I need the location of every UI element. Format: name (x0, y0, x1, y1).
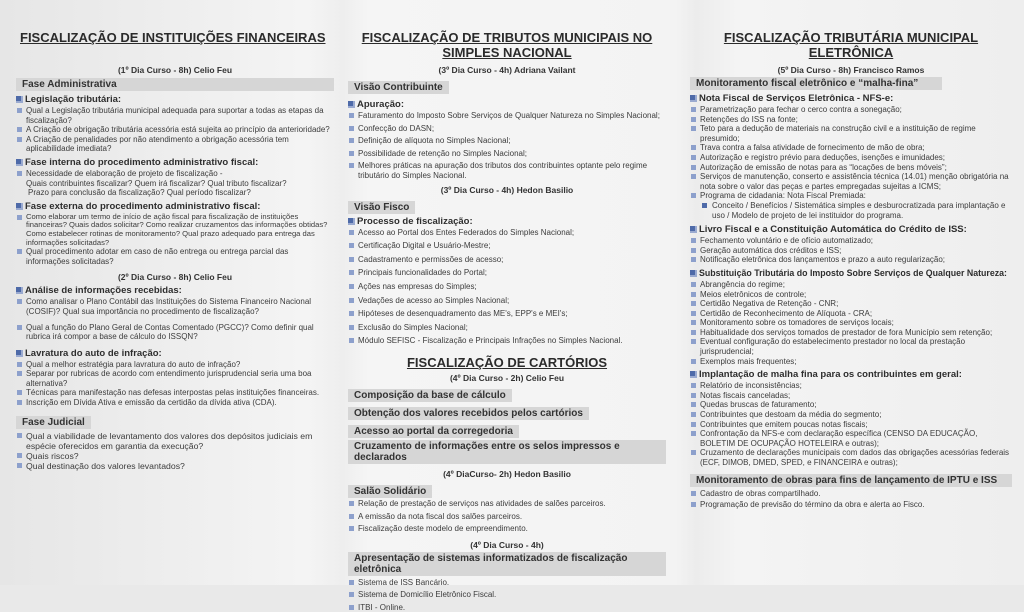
list-nfse (690, 105, 1012, 201)
list-item: Sistema de ISS Bancário. (348, 578, 666, 588)
list-analise (16, 297, 334, 341)
section-fase-administrativa: Fase Administrativa (16, 78, 334, 91)
cartorios-item-portal: Acesso ao portal da corregedoria (348, 425, 519, 438)
heading-analise: Análise de informações recebidas: (16, 285, 334, 296)
list-item: Autorização de emissão de notas para as “locações de bens móveis”; (690, 163, 1012, 173)
title-simples-line2: SIMPLES NACIONAL (442, 45, 572, 60)
heading-malha-fina: Implantação de malha fina para os contribuintes em geral: (690, 369, 1012, 380)
list-item: Qual procedimento adotar em caso de não entrega ou entrega parcial das informações solicitadas? (16, 247, 334, 266)
list-item: ITBI - Online. (348, 603, 666, 612)
list-item: Habitualidade dos serviços tomados de prestador de fora Município sem retenção; (690, 328, 1012, 338)
course-day-3b: (3º Dia Curso - 4h) Hedon Basilio (440, 184, 574, 195)
list-item: Certificação Digital e Usuário-Mestre; (348, 241, 666, 251)
fase-interna-questions-2: Prazo para conclusão da fiscalização? Qual período fiscalizar? (28, 188, 251, 198)
list-item: Fiscalização deste modelo de empreendimento. (348, 524, 666, 534)
course-day-1: (1º Dia Curso - 8h) Celio Feu (117, 65, 233, 75)
list-item: Monitoramento sobre os tomadores de serviços locais; (690, 318, 1012, 328)
list-item: Programação de previsão do término da obra e alerta ao Fisco. (690, 500, 1012, 510)
section-visao-contribuinte: Visão Contribuinte (348, 81, 449, 94)
list-item: Autorização e registro prévio para deduções, isenções e imunidades; (690, 153, 1012, 163)
list-item: Geração automática dos créditos e ISS; (690, 246, 1012, 256)
list-item: Confrontação da NFS-e com declaração específica (CENSO DA EDUCAÇÃO, BOLETIM DE OCUPAÇÃO HOTELEIRA e outras); (690, 429, 1012, 448)
list-item: Relatório de inconsistências; (690, 381, 1012, 391)
title-cartorios: FISCALIZAÇÃO DE CARTÓRIOS (406, 354, 608, 370)
section-monitoramento: Monitoramento fiscal eletrônico e “malha-fina” (690, 77, 942, 90)
list-item: Inscrição em Dívida Ativa e emissão da certidão da dívida ativa (CDA). (16, 398, 334, 408)
list-item: Técnicas para manifestação nas defesas interpostas pelas instituições financeiras. (16, 388, 334, 398)
list-malha-fina (690, 381, 1012, 467)
list-item: Eventual configuração do estabelecimento prestador no local da prestação jurisprudencial; (690, 337, 1012, 356)
heading-livro-fiscal: Livro Fiscal e a Constituição Automática do Crédito de ISS: (690, 224, 1012, 235)
list-item: Qual destinação dos valores levantados? (16, 461, 334, 471)
list-sistemas (348, 578, 666, 612)
list-item: Certidão Negativa de Retenção - CNR; (690, 299, 1012, 309)
section-fase-judicial: Fase Judicial (16, 416, 91, 429)
list-fase-interna (16, 169, 334, 179)
cartorios-item-cruzamento: Cruzamento de informações entre os selos impressos e declarados (348, 440, 666, 464)
heading-processo: Processo de fiscalização: (348, 216, 666, 227)
cartorios-item-valores: Obtenção dos valores recebidos pelos cartórios (348, 407, 589, 420)
list-item: Abrangência do regime; (690, 280, 1012, 290)
list-salao (348, 499, 666, 534)
list-item: Acesso ao Portal dos Entes Federados do Simples Nacional; (348, 228, 666, 238)
list-item: Vedações de acesso ao Simples Nacional; (348, 296, 666, 306)
nfse-sub-item: Conceito / Benefícios / Sistemática simples e desburocratizada para implantação e uso / Modelo de projeto de lei instituidor do programa. (690, 201, 1012, 220)
heading-legislacao: Legislação tributária: (16, 94, 334, 105)
fase-interna-questions-1: Quais contribuintes fiscalizar? Quem irá fiscalizar? Qual tributo fiscalizar? (26, 178, 287, 188)
section-salao-solidario: Salão Solidário (348, 485, 432, 498)
column-financial-institutions (16, 0, 334, 471)
list-item: Módulo SEFISC - Fiscalização e Principais Infrações no Simples Nacional. (348, 336, 666, 346)
section-sistemas: Apresentação de sistemas informatizados de fiscalização eletrônica (348, 552, 666, 576)
list-apuracao (348, 111, 666, 181)
list-item: Faturamento do Imposto Sobre Serviços de Qualquer Natureza no Simples Nacional; (348, 111, 666, 121)
title-financial-institutions: FISCALIZAÇÃO DE INSTITUIÇÕES FINANCEIRAS (20, 30, 326, 45)
title-eletronica-line1: FISCALIZAÇÃO TRIBUTÁRIA MUNICIPAL (723, 30, 979, 45)
list-obras (690, 489, 1012, 510)
list-item: Exclusão do Simples Nacional; (348, 323, 666, 333)
list-item: Principais funcionalidades do Portal; (348, 268, 666, 278)
list-legislacao (16, 106, 334, 154)
list-item: Notas fiscais canceladas; (690, 391, 1012, 401)
list-substituicao (690, 280, 1012, 366)
list-item: Cruzamento de declarações municipais com dados das obrigações acessórias federais (ECF, DIMOB, DMED, SPED, e FINANCEIRA e outras); (690, 448, 1012, 467)
list-item: Exemplos mais frequentes; (690, 357, 1012, 367)
list-item: Sistema de Domicílio Eletrônico Fiscal. (348, 590, 666, 600)
course-day-5: (5º Dia Curso - 8h) Francisco Ramos (777, 65, 925, 75)
heading-nfse: Nota Fiscal de Serviços Eletrônica - NFS-e: (690, 93, 1012, 104)
list-item: Possibilidade de retenção no Simples Nacional; (348, 149, 666, 159)
list-item: A Criação de penalidades por não atendimento a obrigação acessória tem aplicabilidade imediata? (16, 135, 334, 154)
section-visao-fisco: Visão Fisco (348, 201, 415, 214)
list-item: Serviços de manutenção, conserto e assistência técnica (14.01) menção obrigatória na nota sobre o valor das peças e partes empregadas sujeitas a ICMS; (690, 172, 1012, 191)
list-item: Retenções do ISS na fonte; (690, 115, 1012, 125)
list-item: Definição de alíquota no Simples Nacional; (348, 136, 666, 146)
list-item: Qual a Legislação tributária municipal adequada para suportar a todas as etapas da fiscalização? (16, 106, 334, 125)
course-day-2: (2º Dia Curso - 8h) Celio Feu (117, 272, 233, 283)
list-item: A emissão da nota fiscal dos salões parceiros. (348, 512, 666, 522)
list-item: Confecção do DASN; (348, 124, 666, 134)
list-item: Como elaborar um termo de início de ação fiscal para fiscalização de instituições financeiras? Quais dados solicitar? Como realizar cruzamentos das informações obtidas? Como estabelecer rotinas de monitoramento? Qual prazo adequado para entrega das informações solicitadas? (16, 213, 334, 247)
course-day-3: (3º Dia Curso - 4h) Adriana Vailant (438, 65, 576, 75)
list-livro-fiscal (690, 236, 1012, 265)
title-eletronica-line2: ELETRÔNICA (808, 45, 894, 60)
list-item: Como analisar o Plano Contábil das Instituições do Sistema Financeiro Nacional (COSIF)? Qual sua importância no procedimento de fiscalização? (16, 297, 334, 316)
column-simples-nacional (348, 0, 666, 612)
list-processo (348, 228, 666, 346)
heading-apuracao: Apuração: (348, 99, 666, 110)
heading-lavratura: Lavratura do auto de infração: (16, 348, 334, 359)
list-item: Meios eletrônicos de controle; (690, 290, 1012, 300)
course-day-4b: (4º DiaCurso- 2h) Hedon Basilio (443, 468, 571, 479)
list-item: Trava contra a falsa atividade de fornecimento de mão de obra; (690, 143, 1012, 153)
list-item: Cadastro de obras compartilhado. (690, 489, 1012, 499)
course-day-4c: (4º Dia Curso - 4h) (470, 539, 544, 550)
list-item: Relação de prestação de serviços nas atividades de salões parceiros. (348, 499, 666, 509)
list-item: Cadastramento e permissões de acesso; (348, 255, 666, 265)
list-item: Contribuintes que destoam da média do segmento; (690, 410, 1012, 420)
list-item: Quais riscos? (16, 451, 334, 461)
cartorios-item-base-calculo: Composição da base de cálculo (348, 389, 512, 402)
list-item: Qual a melhor estratégia para lavratura do auto de infração? (16, 360, 334, 370)
course-day-4: (4º Dia Curso - 2h) Celio Feu (449, 372, 565, 383)
list-item: Certidão de Reconhecimento de Alíquota - CRA; (690, 309, 1012, 319)
list-item: Qual a função do Plano Geral de Contas Comentado (PGCC)? Como definir qual rubrica irá compor a base de cálculo do ISSQN? (16, 323, 334, 342)
list-fase-externa (16, 213, 334, 267)
heading-fase-externa: Fase externa do procedimento administrativo fiscal: (16, 201, 334, 212)
heading-fase-interna: Fase interna do procedimento administrativo fiscal: (16, 157, 334, 168)
list-item: Qual a viabilidade de levantamento dos valores dos depósitos judiciais em espécie oferecidos em garantia da execução? (16, 431, 334, 451)
section-obras: Monitoramento de obras para fins de lançamento de IPTU e ISS (690, 474, 1012, 487)
list-item: Notificação eletrônica dos lançamentos e prazo a auto regularização; (690, 255, 1012, 265)
list-item: A Criação de obrigação tributária acessória está sujeita ao princípio da anterioridade? (16, 125, 334, 135)
column-fiscalizacao-eletronica (690, 0, 1012, 510)
list-item: Teto para a dedução de materiais na construção civil e a instituição de regime presumido; (690, 124, 1012, 143)
list-item: Fechamento voluntário e de ofício automatizado; (690, 236, 1012, 246)
list-item: Ações nas empresas do Simples; (348, 282, 666, 292)
list-item: Quedas bruscas de faturamento; (690, 400, 1012, 410)
list-item: Hipóteses de desenquadramento das ME's, EPP's e MEI's; (348, 309, 666, 319)
list-item: Parametrização para fechar o cerco contra a sonegação; (690, 105, 1012, 115)
list-fase-judicial (16, 431, 334, 471)
list-item: Melhores práticas na apuração dos tributos dos contribuintes optante pelo regime tributário do Simples Nacional. (348, 161, 666, 180)
list-item: Contribuintes que emitem poucas notas fiscais; (690, 420, 1012, 430)
list-item: Separar por rubricas de acordo com entendimento jurisprudencial seria uma boa alternativa? (16, 369, 334, 388)
title-simples-line1: FISCALIZAÇÃO DE TRIBUTOS MUNICIPAIS NO (361, 30, 653, 45)
list-lavratura (16, 360, 334, 408)
list-item: Necessidade de elaboração de projeto de fiscalização - (16, 169, 334, 179)
heading-substituicao: Substituição Tributária do Imposto Sobre Serviços de Qualquer Natureza: (690, 268, 1012, 279)
list-item: Programa de cidadania: Nota Fiscal Premiada: (690, 191, 1012, 201)
